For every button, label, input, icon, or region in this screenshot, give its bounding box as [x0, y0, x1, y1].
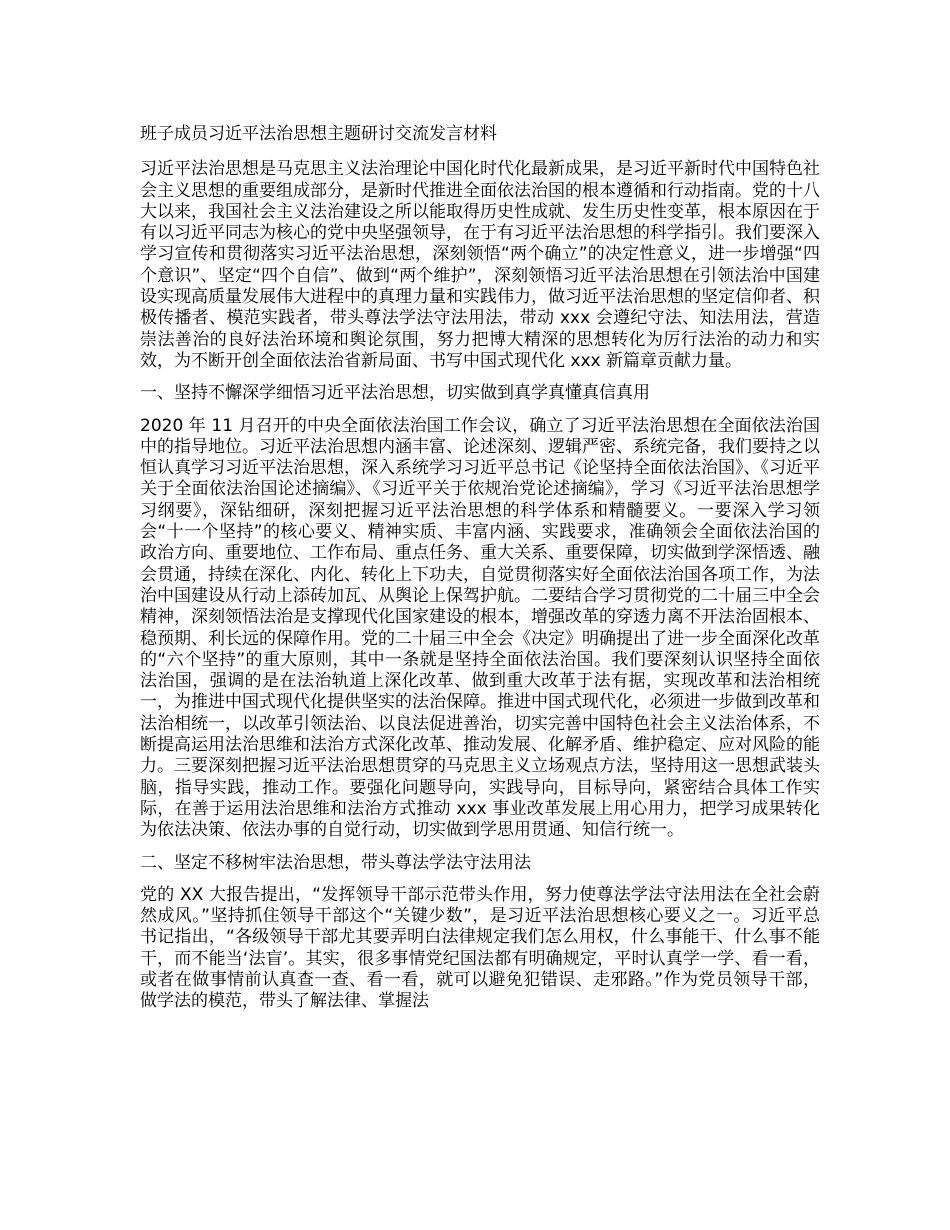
section-1-paragraph: 2020 年 11 月召开的中央全面依法治国工作会议，确立了习近平法治思想在全面依法治国中的指导地位。习近平法治思想内涵丰富、论述深刻、逻辑严密、系统完备，我们要持之以恒认真学习习近平法治思想，深入系统学习习近平总书记《论坚持全面依法治国》、《习近平关于全面依法治国论述摘编》、《习近平关于依规治党论述摘编》，学习《习近平法治思想学习纲要》，深钻细研，深刻把握习近平法治思想的科学体系和精髓要义。一要深入学习领会“十一个坚持”的核心要义、精神实质、丰富内涵、实践要求，准确领会全面依法治国的政治方向、重要地位、工作布局、重点任务、重大关系、重要保障，切实做到学深悟透、融会贯通，持续在深化、内化、转化上下功夫，自觉贯彻落实好全面依法治国各项工作，为法治中国建设从行动上添砖加瓦、从舆论上保驾护航。二要结合学习贯彻党的二十届三中全会精神，深刻领悟法治是支撑现代化国家建设的根本，增强改革的穿透力离不开法治固根本、稳预期、利长远的保障作用。党的二十届三中全会《决定》明确提出了进一步全面深化改革的“六个坚持”的重大原则，其中一条就是坚持全面依法治国。我们要深刻认识坚持全面依法治国，强调的是在法治轨道上深化改革、做到重大改革于法有据，实现改革和法治相统一，为推进中国式现代化提供坚实的法治保障。推进中国式现代化，必须进一步做到改革和法治相统一，以改革引领法治、以良法促进善治，切实完善中国特色社会主义法治体系，不断提高运用法治思维和法治方式深化改革、推动发展、化解矛盾、维护稳定、应对风险的能力。三要深刻把握习近平法治思想贯穿的马克思主义立场观点方法，坚持用这一思想武装头脑，指导实践，推动工作。要强化问题导向，实践导向，目标导向，紧密结合具体工作实际，在善于运用法治思维和法治方式推动 xxx 事业改革发展上用心用力，把学习成果转化为依法决策、依法办事的自觉行动，切实做到学思用贯通、知信行统一。	[140, 415, 820, 841]
section-2-paragraph: 党的 XX 大报告提出，“发挥领导干部示范带头作用，努力使尊法学法守法用法在全社会蔚然成风。”坚持抓住领导干部这个“关键少数”，是习近平法治思想核心要义之一。习近平总书记指出，“各级领导干部尤其要弄明白法律规定我们怎么用权，什么事能干、什么事不能干，而不能当‘法盲’。其实，很多事情党纪国法都有明确规定，平时认真学一学、看一看，或者在做事情前认真查一查、看一看，就可以避免犯错误、走邪路。”作为党员领导干部，做学法的模范，带头了解法律、掌握法	[140, 884, 820, 1012]
section-1-heading: 一、坚持不懈深学细悟习近平法治思想，切实做到真学真懂真信真用	[140, 383, 650, 404]
document-page	[140, 124, 820, 1024]
intro-paragraph: 习近平法治思想是马克思主义法治理论中国化时代化最新成果，是习近平新时代中国特色社会主义思想的重要组成部分，是新时代推进全面依法治国的根本遵循和行动指南。党的十八大以来，我国社会主义法治建设之所以能取得历史性成就、发生历史性变革，根本原因在于有以习近平同志为核心的党中央坚强领导，在于有习近平法治思想的科学指引。我们要深入学习宣传和贯彻落实习近平法治思想，深刻领悟“两个确立”的决定性意义，进一步增强“四个意识”、坚定“四个自信”、做到“两个维护”，深刻领悟习近平法治思想在引领法治中国建设实现高质量发展伟大进程中的真理力量和实践伟力，做习近平法治思想的坚定信仰者、积极传播者、模范实践者，带头尊法学法守法用法，带动 xxx 会遵纪守法、知法用法，营造崇法善治的良好法治环境和舆论氛围，努力把博大精深的思想转化为厉行法治的动力和实效，为不断开创全面依法治省新局面、书写中国式现代化 xxx 新篇章贡献力量。	[140, 159, 820, 371]
section-2-heading: 二、坚定不移树牢法治思想，带头尊法学法守法用法	[140, 852, 531, 873]
document-title: 班子成员习近平法治思想主题研讨交流发言材料	[140, 124, 497, 144]
